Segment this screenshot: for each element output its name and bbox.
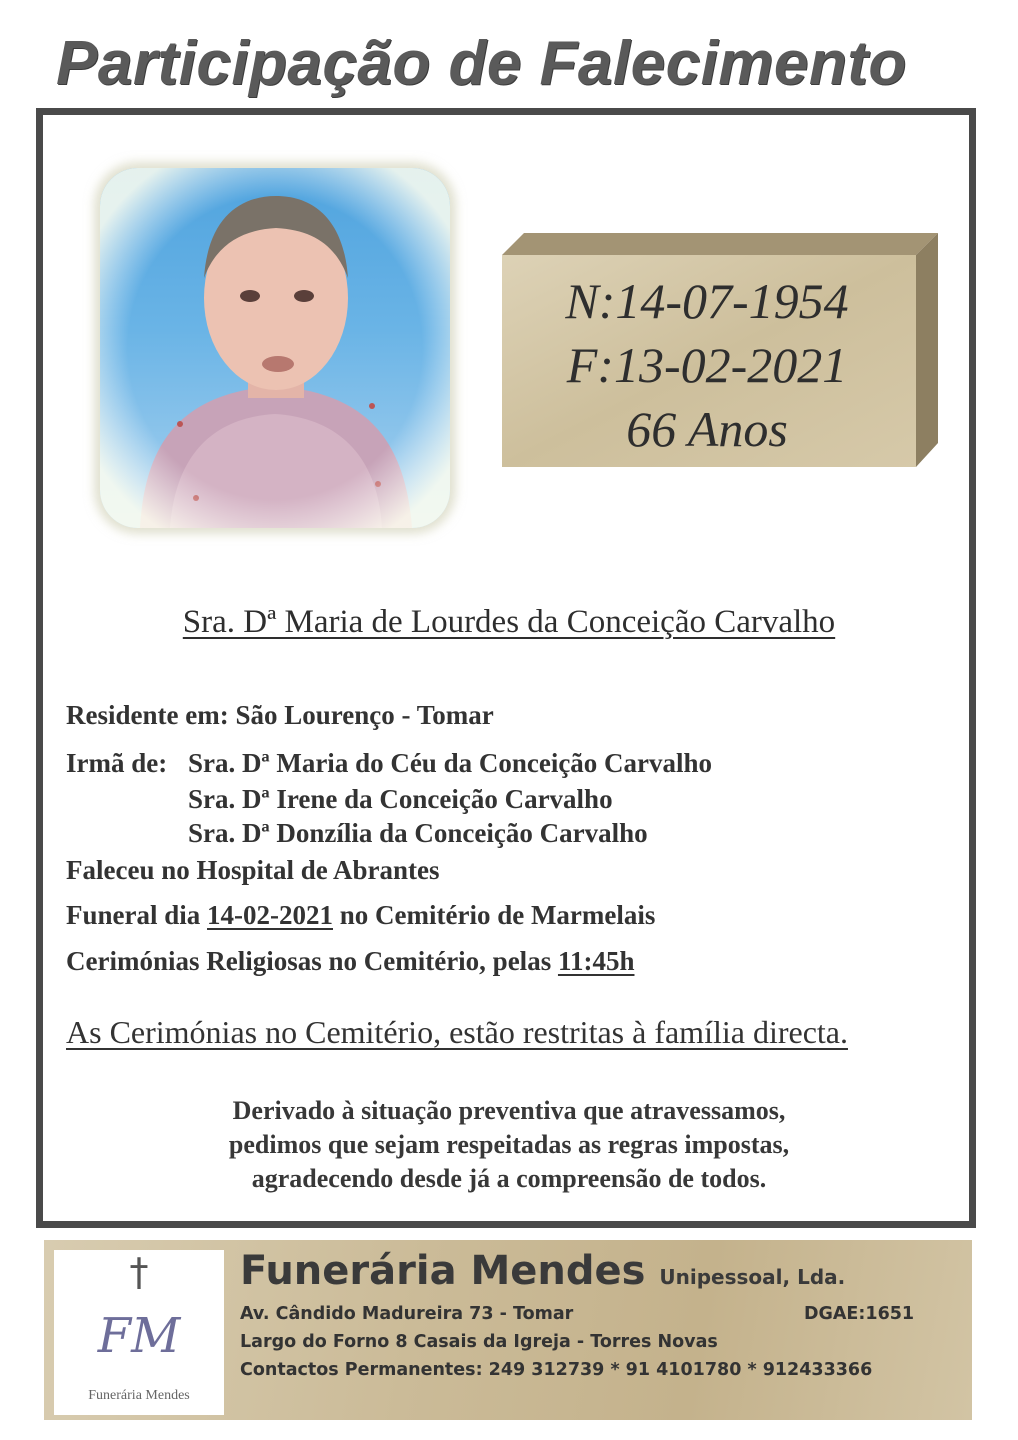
covid-notice bbox=[0, 1094, 1018, 1196]
funeral-prefix: Funeral dia bbox=[66, 900, 201, 930]
funeral-home-footer bbox=[44, 1240, 972, 1420]
sibling-name: Sra. Dª Maria do Céu da Conceição Carvalho bbox=[188, 748, 713, 778]
dates-stone-plaque bbox=[502, 233, 942, 469]
contacts-line: Contactos Permanentes: 249 312739 * 91 4101780 * 912433366 bbox=[240, 1360, 873, 1380]
notice-line: agradecendo desde já a compreensão de todos. bbox=[251, 1164, 767, 1193]
restriction-notice: As Cerimónias no Cemitério, estão restritas à família directa. bbox=[66, 1014, 848, 1050]
siblings-label: Irmã de: bbox=[66, 748, 168, 778]
ceremony-time: 11:45h bbox=[557, 946, 635, 976]
company-suffix: Unipessoal, Lda. bbox=[659, 1265, 846, 1289]
page-title: Participação de Falecimento bbox=[56, 29, 907, 98]
logo-caption: Funerária Mendes bbox=[88, 1388, 190, 1403]
sibling-name: Sra. Dª Irene da Conceição Carvalho bbox=[188, 784, 613, 814]
ceremony-line bbox=[66, 946, 634, 977]
death-place-line: Faleceu no Hospital de Abrantes bbox=[66, 855, 440, 885]
ceremony-prefix: Cerimónias Religiosas no Cemitério, pelas bbox=[66, 946, 552, 976]
death-date: F:13-02-2021 bbox=[566, 337, 848, 393]
sibling-name: Sra. Dª Donzília da Conceição Carvalho bbox=[188, 818, 648, 848]
birth-date: N:14-07-1954 bbox=[565, 273, 849, 329]
funeral-date: 14-02-2021 bbox=[207, 900, 333, 930]
portrait-photo bbox=[100, 168, 450, 528]
funeral-suffix: no Cemitério de Marmelais bbox=[339, 900, 656, 930]
company-name-main: Funerária Mendes bbox=[240, 1248, 646, 1294]
deceased-name: Sra. Dª Maria de Lourdes da Conceição Carvalho bbox=[182, 604, 836, 640]
residence-line: Residente em: São Lourenço - Tomar bbox=[66, 700, 494, 730]
address-tomar: Av. Cândido Madureira 73 - Tomar bbox=[240, 1304, 574, 1324]
notice-line: Derivado à situação preventiva que atravessamos, bbox=[232, 1096, 786, 1125]
company-name bbox=[240, 1248, 845, 1294]
portrait-image bbox=[100, 168, 450, 528]
dgae-number: DGAE:1651 bbox=[804, 1304, 915, 1324]
age: 66 Anos bbox=[626, 401, 788, 457]
notice-line: pedimos que sejam respeitadas as regras impostas, bbox=[228, 1130, 790, 1159]
cross-icon: † bbox=[129, 1250, 149, 1294]
monogram-logo: FM bbox=[97, 1308, 181, 1364]
address-torres-novas: Largo do Forno 8 Casais da Igreja - Torres Novas bbox=[240, 1332, 718, 1352]
funeral-line bbox=[66, 900, 655, 931]
funeral-home-logo bbox=[54, 1250, 224, 1415]
